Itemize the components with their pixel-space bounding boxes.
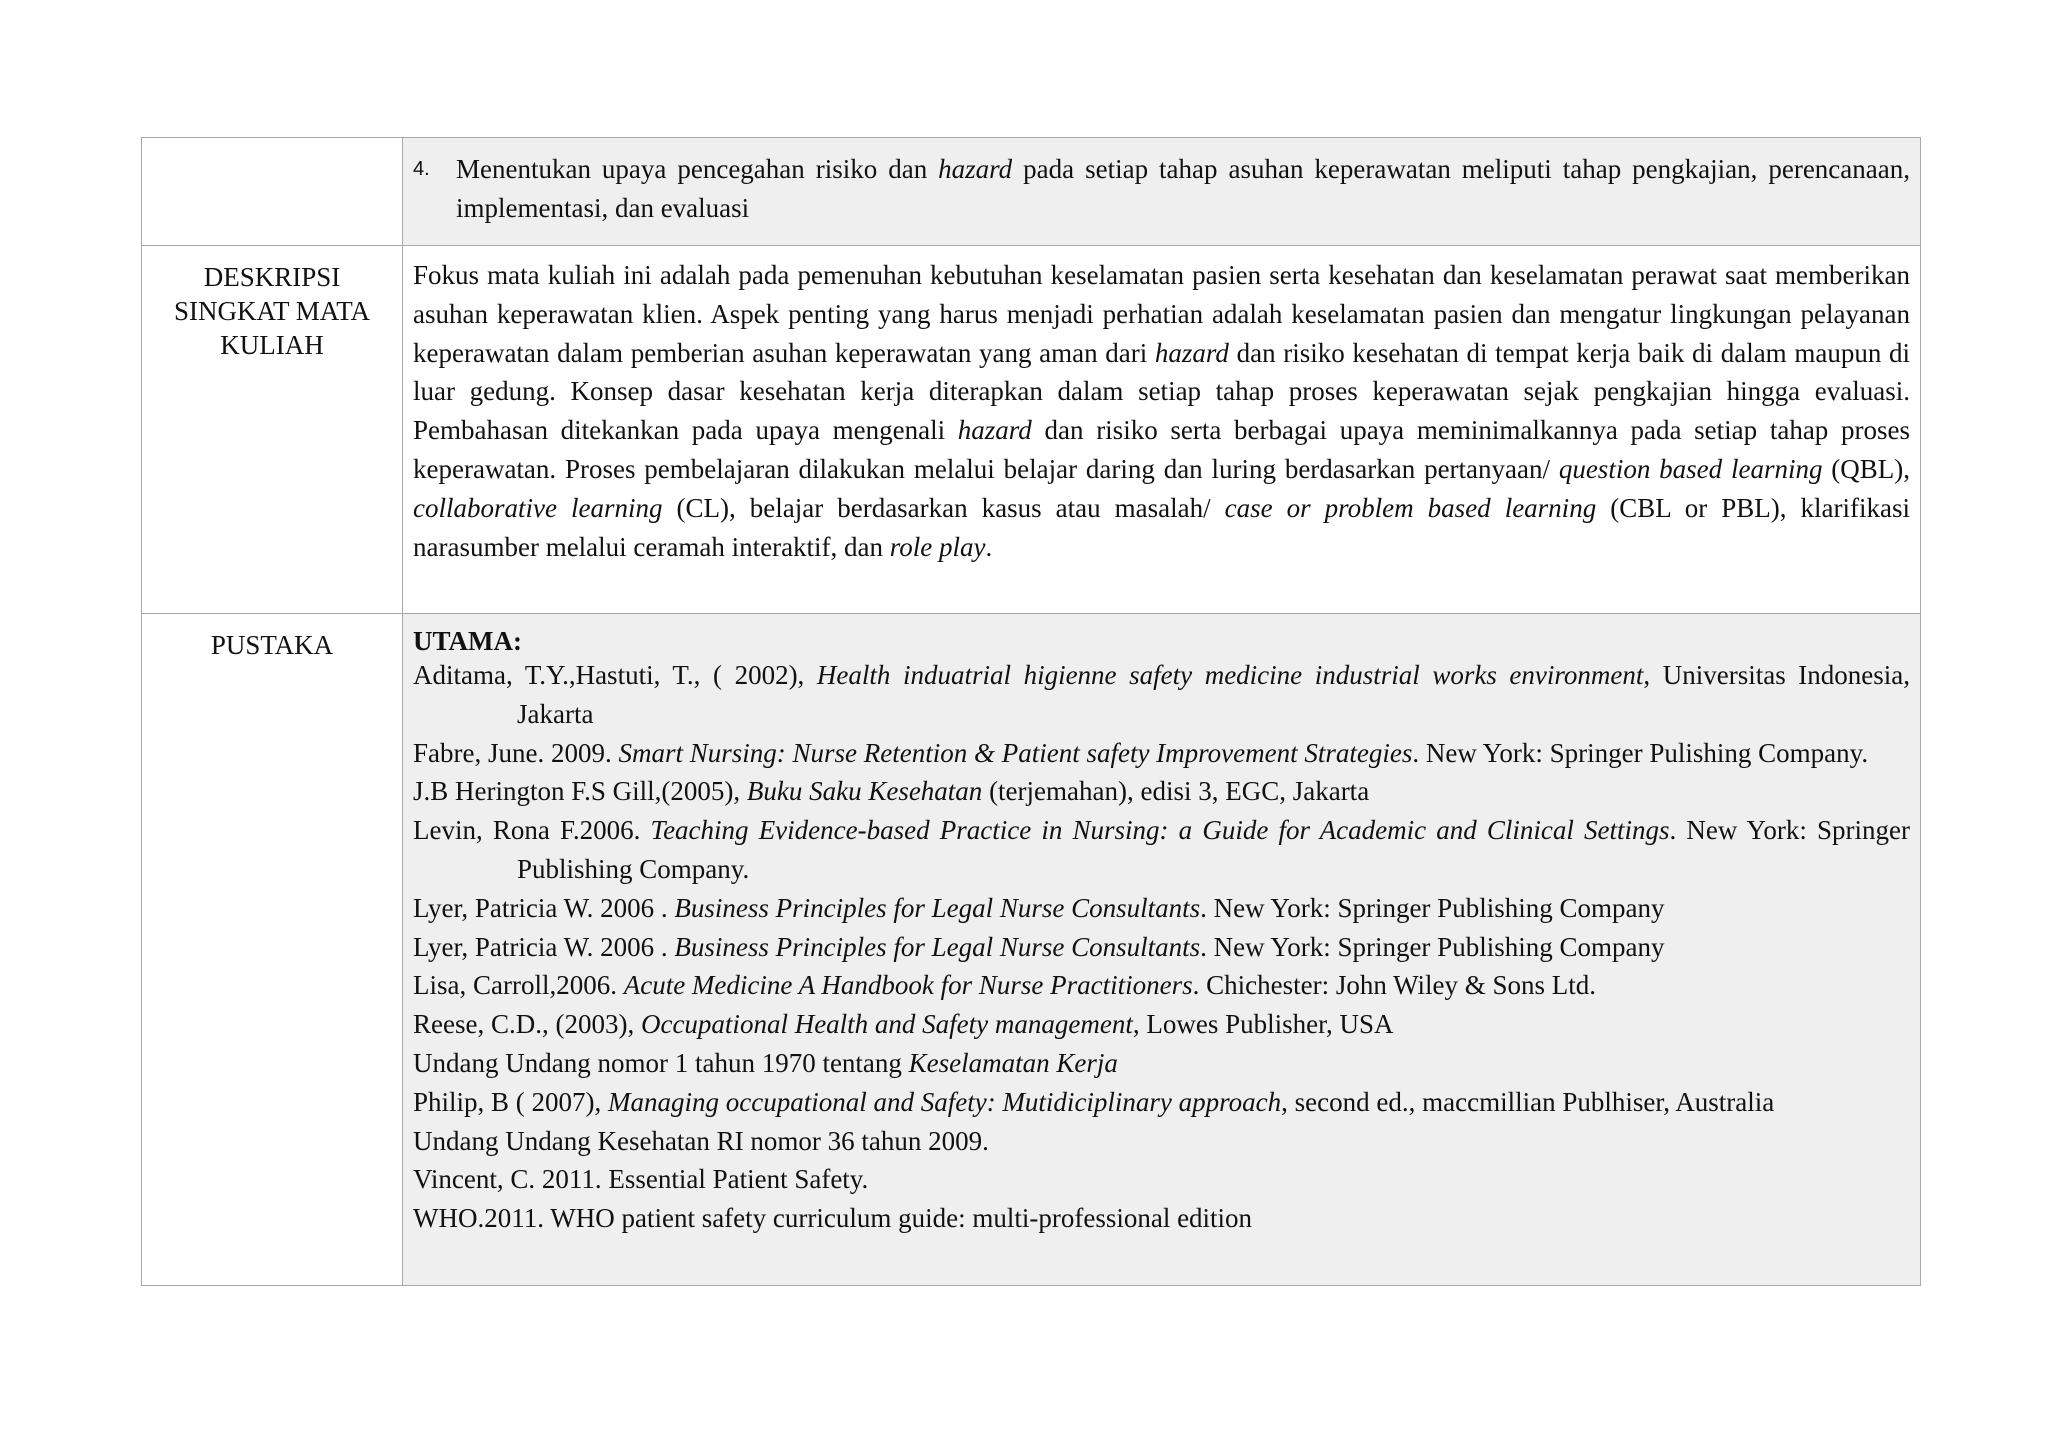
description-label-cell	[142, 246, 403, 614]
references-row	[142, 614, 1921, 1286]
objective-row	[142, 138, 1921, 246]
syllabus-table	[141, 137, 1921, 1286]
reference-item: Lisa, Carroll,2006. Acute Medicine A Handbook for Nurse Practitioners. Chichester: John Wiley & Sons Ltd.	[413, 970, 1597, 1001]
description-content-cell	[403, 246, 1921, 614]
reference-item: WHO.2011. WHO patient safety curriculum guide: multi-professional edition	[413, 1203, 1253, 1234]
reference-item: Aditama, T.Y.,Hastuti, T., ( 2002), Health induatrial higienne safety medicine industrial works environment, Universitas Indonesia, Jakarta	[413, 660, 1911, 729]
reference-item: Undang Undang nomor 1 tahun 1970 tentang Keselamatan Kerja	[413, 1047, 1118, 1078]
reference-item: Vincent, C. 2011. Essential Patient Safety.	[413, 1164, 869, 1195]
references-heading: UTAMA:	[413, 626, 522, 656]
objective-item	[403, 138, 1920, 228]
description-paragraph: Fokus mata kuliah ini adalah pada pemenuhan kebutuhan keselamatan pasien serta kesehatan dan keselamatan perawat saat memberikan asuhan keperawatan klien. Aspek penting yang harus menjadi perhatian adalah keselamatan pasien dan mengatur lingkungan pelayanan keperawatan dalam pemberian asuhan keperawatan yang aman dari hazard dan risiko kesehatan di tempat kerja baik di dalam maupun di luar gedung. Konsep dasar kesehatan kerja diterapkan dalam setiap tahap proses keperawatan sejak pengkajian hingga evaluasi. Pembahasan ditekankan pada upaya mengenali hazard dan risiko serta berbagai upaya meminimalkannya pada setiap tahap proses keperawatan. Proses pembelajaran dilakukan melalui belajar daring dan luring berdasarkan pertanyaan/ question based learning (QBL), collaborative learning (CL), belajar berdasarkan kasus atau masalah/ case or problem based learning (CBL or PBL), klarifikasi narasumber melalui ceramah interaktif, dan role play.	[413, 260, 1911, 562]
references-label-cell	[142, 614, 403, 1286]
objective-content-cell	[403, 138, 1921, 246]
description-label: DESKRIPSI SINGKAT MATA KULIAH	[173, 262, 371, 360]
reference-item: Lyer, Patricia W. 2006 . Business Principles for Legal Nurse Consultants. New York: Springer Publishing Company	[413, 892, 1665, 923]
objective-number: 4.	[413, 158, 430, 180]
references-list	[403, 614, 1920, 1238]
references-label: PUSTAKA	[210, 630, 334, 660]
objective-text: Menentukan upaya pencegahan risiko dan hazard pada setiap tahap asuhan keperawatan meliputi tahap pengkajian, perencanaan, implementasi, dan evaluasi	[456, 154, 1910, 223]
reference-item: J.B Herington F.S Gill,(2005), Buku Saku Kesehatan (terjemahan), edisi 3, EGC, Jakarta	[413, 776, 1370, 807]
reference-item: Philip, B ( 2007), Managing occupational and Safety: Mutidiciplinary approach, second ed., maccmillian Publhiser, Australia	[413, 1086, 1775, 1117]
reference-item: Lyer, Patricia W. 2006 . Business Principles for Legal Nurse Consultants. New York: Springer Publishing Company	[413, 931, 1665, 962]
reference-item: Fabre, June. 2009. Smart Nursing: Nurse Retention & Patient safety Improvement Strategies. New York: Springer Pulishing Company.	[413, 737, 1869, 768]
description-row	[142, 246, 1921, 614]
reference-item: Reese, C.D., (2003), Occupational Health and Safety management, Lowes Publisher, USA	[413, 1009, 1394, 1040]
reference-item: Levin, Rona F.2006. Teaching Evidence-based Practice in Nursing: a Guide for Academic and Clinical Settings. New York: Springer Publishing Company.	[413, 815, 1910, 884]
references-content-cell	[403, 614, 1921, 1286]
objective-label-cell	[142, 138, 403, 246]
reference-item: Undang Undang Kesehatan RI nomor 36 tahun 2009.	[413, 1125, 989, 1156]
